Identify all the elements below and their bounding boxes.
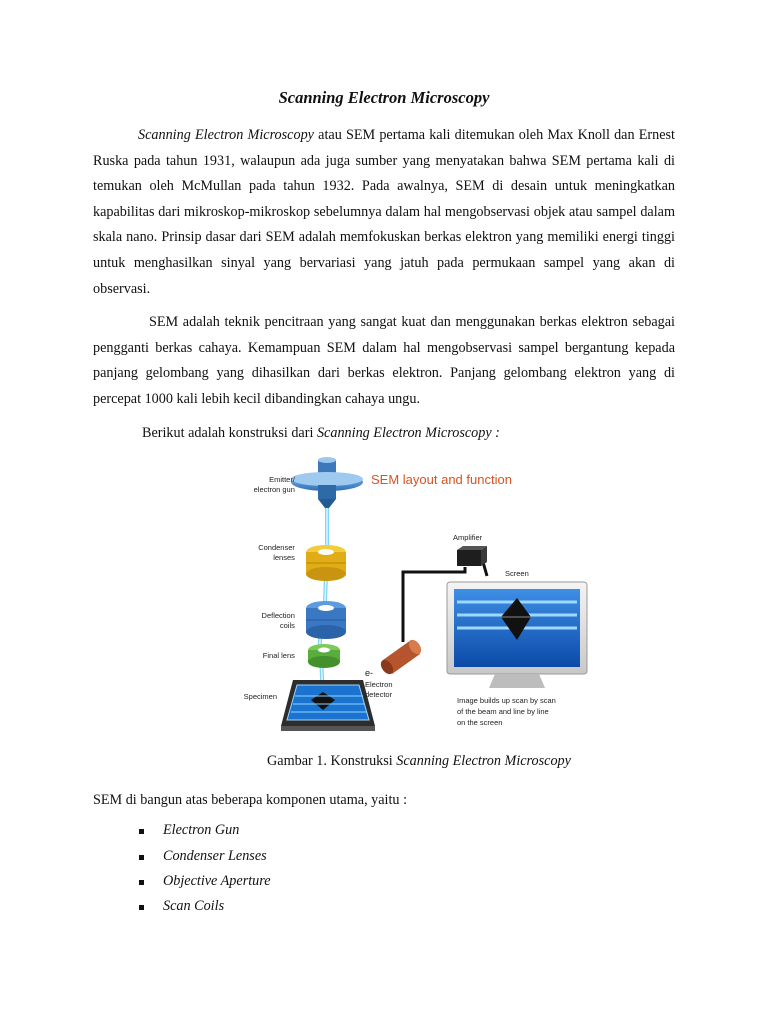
figure-heading: SEM layout and function (371, 472, 512, 487)
label-coils: coils (279, 621, 295, 630)
paragraph-technique: SEM adalah teknik pencitraan yang sangat kuat dan menggunakan berkas elektron sebagai pengganti berkas cahaya. Kemampuan SEM dalam hal mengobservasi sampel bergantung kepada panjang gelombang yang dihasilkan dari berkas elektron. Panjang gelombang elektron yang di percepat 1000 kali lebih kecil dibandingkan cahaya ungu. (93, 314, 675, 407)
svg-text:Emitter/ electron gun (244, 475, 297, 701)
final-lens-icon (308, 644, 340, 668)
amplifier-icon (457, 546, 487, 566)
condenser-lens-icon (306, 545, 346, 581)
construction-intro-term: Scanning Electron Microscopy : (316, 425, 500, 441)
label-screen: Screen (505, 569, 529, 578)
bullet-square-icon (139, 855, 144, 860)
label-deflection: Deflection (261, 611, 295, 620)
specimen-stage-icon (281, 680, 375, 731)
electron-detector-icon (378, 638, 423, 677)
label-emitter: Emitter/ (269, 475, 295, 484)
caption-term: Scanning Electron Microscopy (396, 753, 571, 769)
label-electron-gun: electron gun (253, 485, 295, 494)
label-detector: detector (365, 690, 393, 699)
label-desc-1: Image builds up scan by scan (457, 696, 556, 705)
electron-gun-icon (291, 457, 363, 508)
svg-text:Electron detector (365, 680, 395, 699)
component-label: Electron Gun (163, 822, 240, 838)
label-final-lens: Final lens (262, 651, 295, 660)
bullet-square-icon (139, 905, 144, 910)
label-desc-2: of the beam and line by line (457, 707, 549, 716)
figure-caption (0, 753, 768, 770)
label-desc-3: on the screen (457, 718, 503, 727)
label-specimen: Specimen (243, 692, 277, 701)
bullet-square-icon (139, 880, 144, 885)
bullet-square-icon (139, 829, 144, 834)
construction-intro-text: Berikut adalah konstruksi dari (142, 425, 317, 441)
component-label: Scan Coils (163, 898, 225, 914)
paragraph-history-text: atau SEM pertama kali ditemukan oleh Max Knoll dan Ernest Ruska pada tahun 1931, walaupun ada juga sumber yang menyatakan bahwa SEM pertama kali di temukan oleh McMullan pada tahun 1932. Pada awalnya, SEM di desain untuk meningkatkan kapabilitas dari mikroskop-mikroskop sebelumnya dalam hal mengobservasi objek atau sampel dalam skala nano. Prinsip dasar dari SEM adalah memfokuskan berkas elektron yang memiliki energi tinggi untuk menghasilkan sinyal yang bervariasi yang jatuh pada permukaan sampel yang akan di observasi. (93, 127, 675, 297)
component-label: Objective Aperture (163, 873, 271, 889)
monitor-screen-icon (447, 582, 587, 688)
deflection-coils-icon (306, 601, 346, 639)
caption-text: Gambar 1. Konstruksi (267, 753, 397, 769)
sem-layout-figure (225, 452, 595, 742)
label-condenser: Condenser (258, 543, 295, 552)
document-title: Scanning Electron Microscopy (278, 88, 490, 107)
paragraph-lead-term: Scanning Electron Microscopy (138, 127, 314, 143)
paragraph-history (93, 123, 675, 302)
components-intro: SEM di bangun atas beberapa komponen utama, yaitu : (93, 792, 408, 808)
label-lenses: lenses (273, 553, 295, 562)
svg-text:Image builds up scan by scan (457, 696, 558, 727)
component-label: Condenser Lenses (163, 848, 267, 864)
label-detector-electron: Electron (365, 680, 393, 689)
label-electron-symbol: e- (365, 668, 374, 678)
paragraph-construction-intro (142, 421, 682, 447)
label-amplifier: Amplifier (453, 533, 483, 542)
